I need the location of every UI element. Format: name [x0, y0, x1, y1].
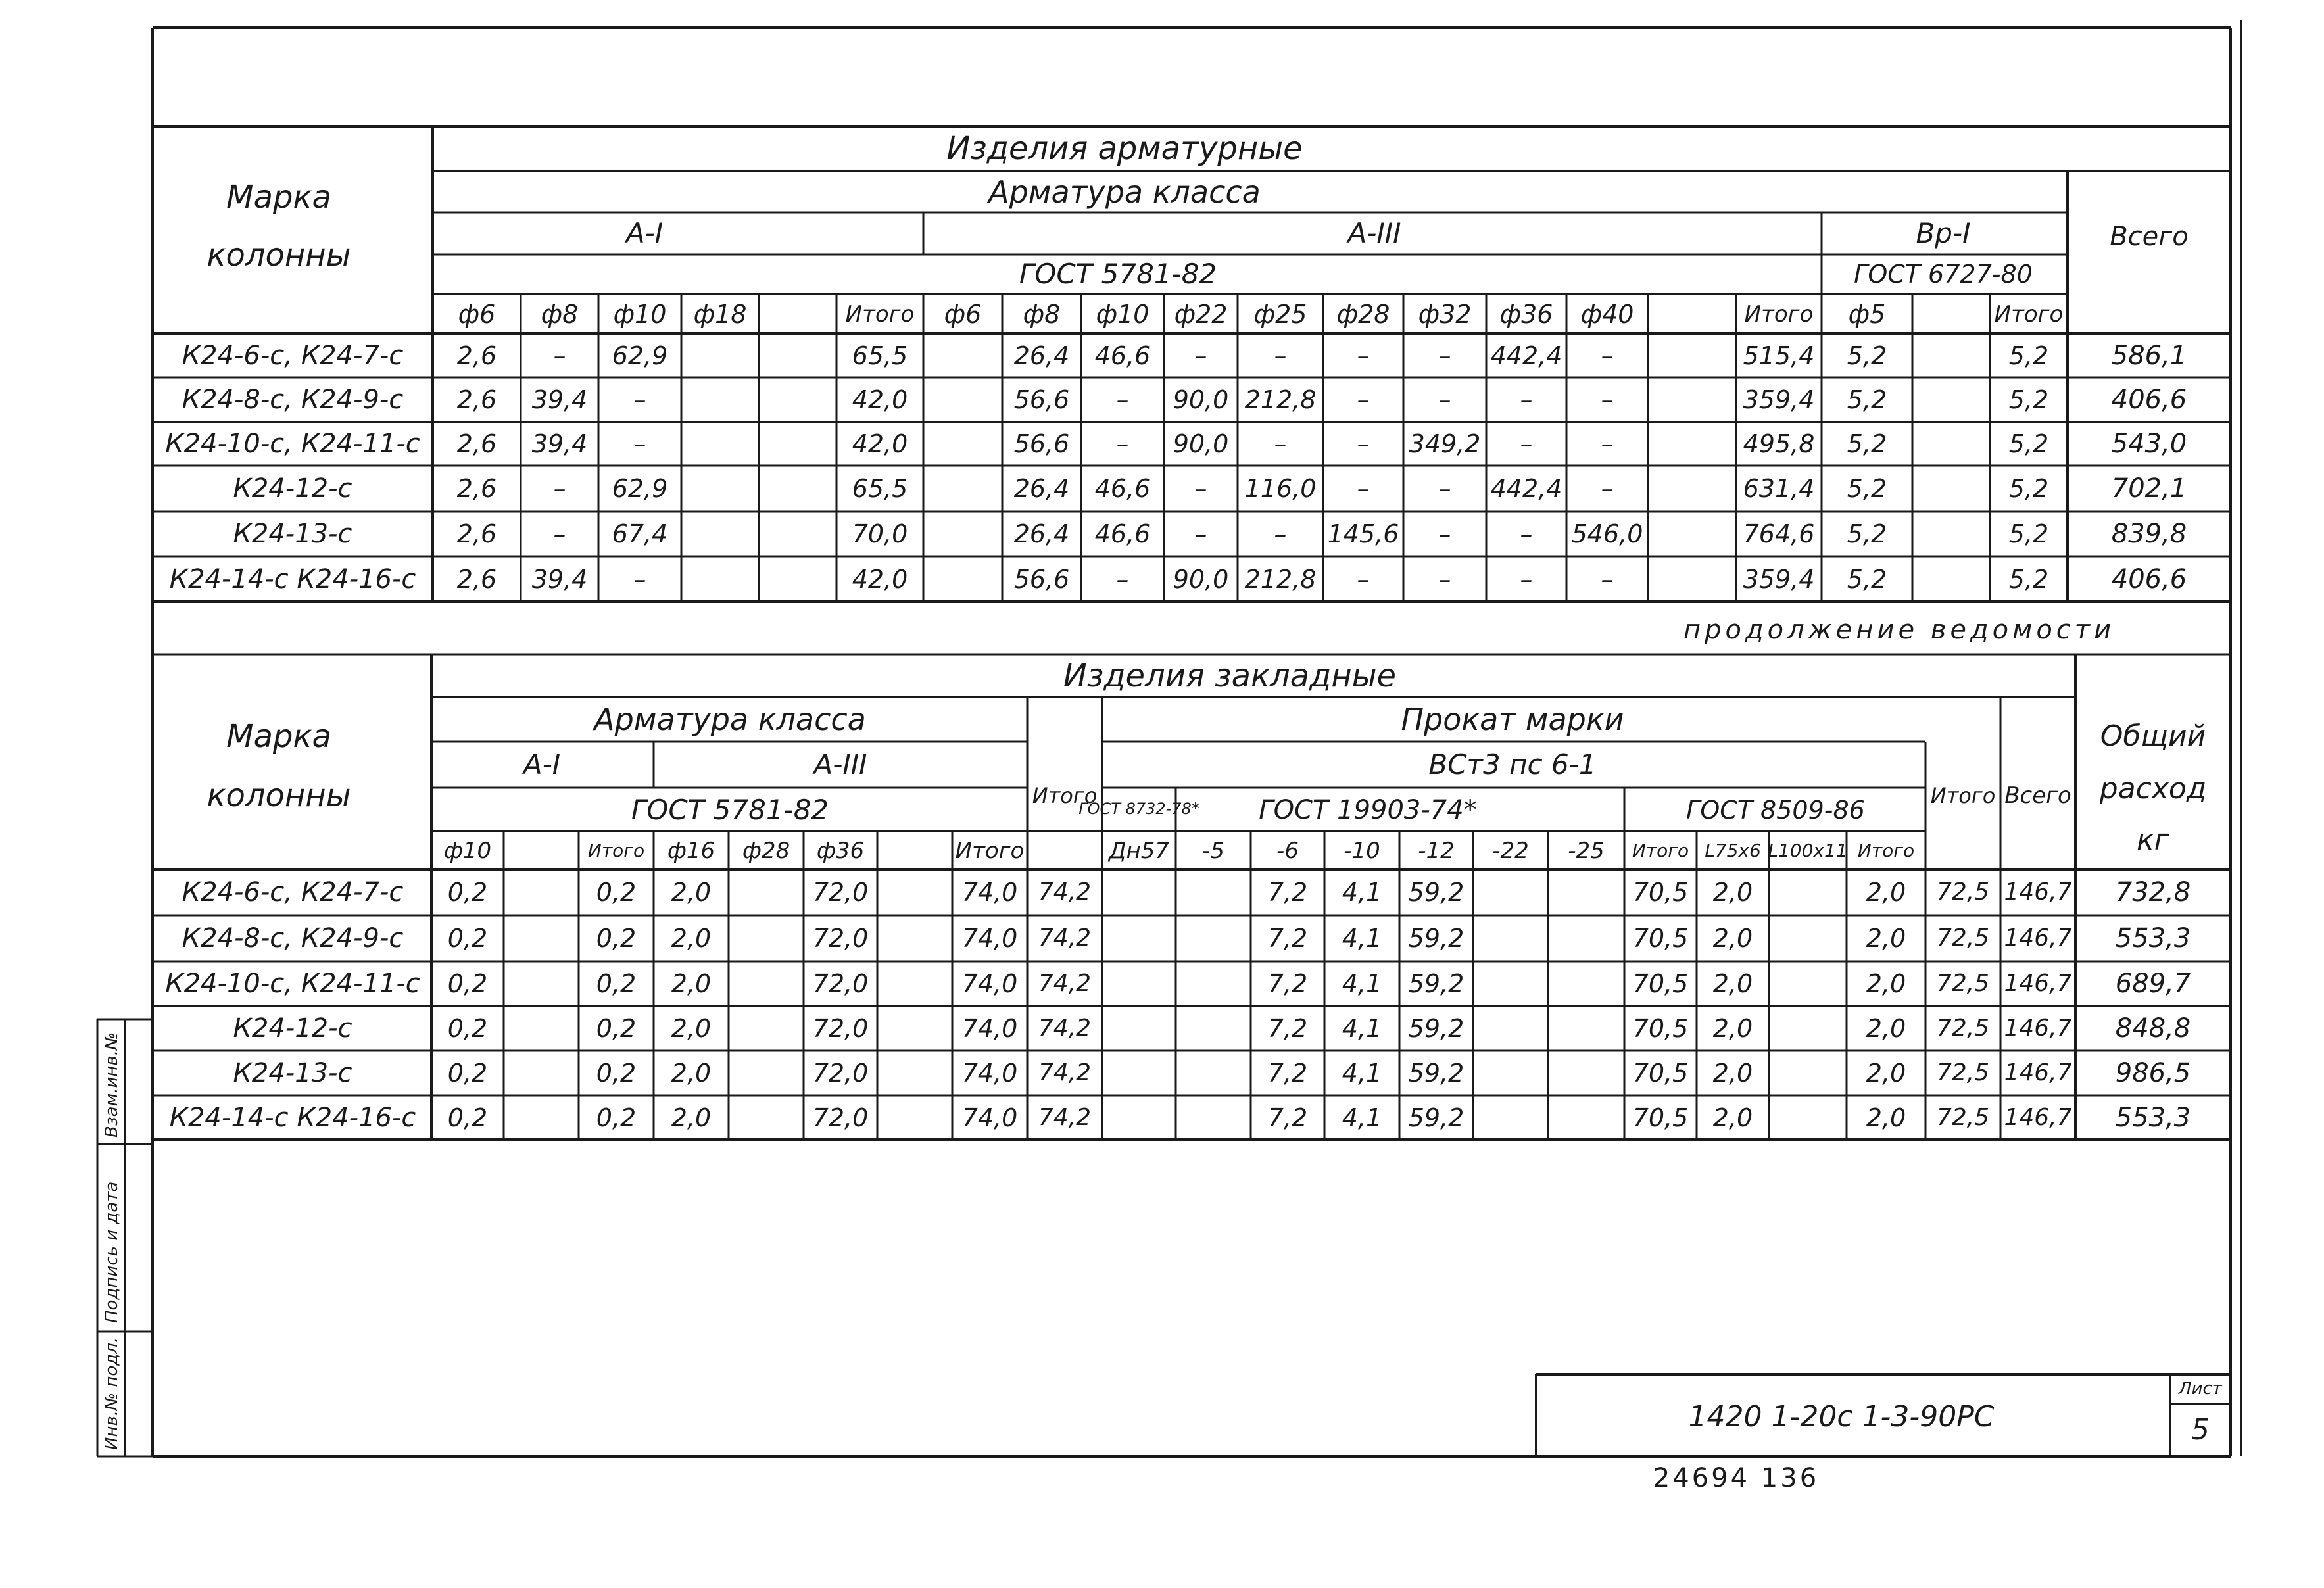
table2-cell: 7,2 [1267, 878, 1308, 907]
table2-overall-header-3: кг [2137, 823, 2169, 857]
table2-col-header: Итого [955, 838, 1025, 864]
table1-cell: 62,9 [612, 341, 668, 370]
table1-cell: – [1116, 429, 1129, 458]
table2-cell: 7,2 [1267, 969, 1308, 998]
table1-cell: – [1438, 474, 1451, 503]
table2-row-vsego: 146,7 [2004, 1015, 2072, 1042]
table2-title: Изделия закладные [1063, 658, 1397, 694]
table1-cell: 5,2 [2008, 474, 2049, 503]
table1-row-mark: К24-12-с [233, 473, 352, 504]
table2-cell: 0,2 [447, 1059, 488, 1088]
table1-cell: 2,6 [456, 474, 497, 503]
table2-cell: 72,0 [812, 924, 869, 953]
table2-cell: 7,2 [1267, 1014, 1308, 1043]
table1-row-total: 702,1 [2111, 473, 2187, 504]
table2-cell: 74,0 [961, 1059, 1018, 1088]
table2-cell: 72,0 [812, 878, 869, 907]
table2-row-itogo2: 72,5 [1936, 925, 1990, 951]
table1-cell: – [1194, 474, 1207, 503]
table2-col-header: Итого [1857, 840, 1915, 861]
table1-cell: – [1601, 429, 1614, 458]
table2-cell: 4,1 [1342, 1059, 1382, 1088]
table1-cell: 65,5 [852, 474, 908, 503]
table2-cell: 70,5 [1632, 1014, 1689, 1043]
table2-col-header: L100х11 [1768, 840, 1848, 861]
table1-cell: 764,6 [1743, 519, 1815, 548]
table1-cell: – [1357, 564, 1370, 594]
table2-mark-header: Марка [226, 718, 331, 755]
table1-mark-header: Марка [226, 179, 331, 216]
table1-cell: 26,4 [1013, 474, 1070, 503]
table1-row-mark: К24-8-с, К24-9-с [182, 385, 404, 415]
table1-title: Изделия арматурные [946, 130, 1303, 167]
table1-cell: – [1274, 341, 1287, 370]
table1-total-header: Всего [2110, 222, 2189, 252]
table1-cell: 5,2 [1847, 429, 1887, 458]
table1-cell: 90,0 [1173, 564, 1229, 594]
table2-cell: 74,0 [961, 969, 1018, 998]
table1-subtitle: Арматура класса [988, 174, 1261, 210]
table1-cell: – [1194, 341, 1207, 370]
table1-cell: 2,6 [456, 385, 497, 414]
table1-cell: 5,2 [1847, 474, 1887, 503]
table1-col-header: Итого [1744, 301, 1814, 327]
table1-cell: 56,6 [1013, 429, 1070, 458]
table2-row-itogo: 74,2 [1038, 925, 1092, 951]
table1-cell: – [1438, 385, 1451, 414]
table2-cell: 2,0 [1866, 924, 1906, 953]
table1-cell: – [1438, 519, 1451, 548]
table1-class-a3: А-III [1347, 217, 1401, 249]
table1-col-header: ф36 [1499, 300, 1553, 329]
table1-cell: 116,0 [1244, 474, 1317, 503]
table2-cell: 59,2 [1408, 1059, 1465, 1088]
table1-cell: – [1520, 564, 1533, 594]
table1-cell: – [1438, 341, 1451, 370]
table2-row-itogo: 74,2 [1038, 1015, 1092, 1042]
table1-cell: 631,4 [1743, 474, 1815, 503]
table2-steel: ВСт3 пс 6-1 [1428, 748, 1597, 781]
table2-cell: 0,2 [447, 1103, 488, 1132]
table2-cell: 0,2 [447, 924, 488, 953]
table1-cell: 26,4 [1013, 341, 1070, 370]
table2-col-header: ф10 [443, 838, 492, 864]
table2-col-header: -25 [1568, 838, 1605, 864]
table1-cell: 2,6 [456, 341, 497, 370]
table1-cell: – [1357, 429, 1370, 458]
table2-row-overall: 553,3 [2115, 1102, 2191, 1133]
table1-cell: 5,2 [1847, 341, 1887, 370]
table1-row-total: 586,1 [2111, 340, 2187, 371]
table2-cell: 2,0 [1866, 969, 1906, 998]
table2-cell: 59,2 [1408, 969, 1465, 998]
table1-row-total: 406,6 [2111, 564, 2187, 594]
table2-col-header: ф36 [816, 838, 865, 864]
table2-col-header: Итого [587, 840, 645, 861]
side-strip-label: Взам.инв.№ [102, 1032, 122, 1138]
table2-cell: 0,2 [596, 969, 637, 998]
table2-col-header: -22 [1492, 838, 1529, 864]
table1-cell: – [1601, 564, 1614, 594]
table1-class-a1: А-I [625, 217, 664, 249]
table1-cell: – [1438, 564, 1451, 594]
table2-cell: 59,2 [1408, 1014, 1465, 1043]
table2-cell: 72,0 [812, 1014, 869, 1043]
side-strip-label: Инв.№ подл. [102, 1337, 122, 1450]
table2-row-overall: 689,7 [2115, 969, 2191, 999]
table1-col-header: ф8 [541, 300, 579, 329]
table1-cell: 46,6 [1094, 341, 1151, 370]
table1-cell: – [633, 564, 646, 594]
table2-cell: 2,0 [1712, 1103, 1753, 1132]
table2-cell: 2,0 [671, 878, 712, 907]
table1-cell: – [1274, 519, 1287, 548]
table2-gost-8509: ГОСТ 8509-86 [1686, 796, 1865, 825]
table2-cell: 0,2 [596, 878, 637, 907]
table2-row-vsego: 146,7 [2004, 1059, 2072, 1086]
table1-cell: 5,2 [1847, 519, 1887, 548]
table2-cell: 70,5 [1632, 969, 1689, 998]
table2-row-itogo2: 72,5 [1936, 1103, 1990, 1131]
table2-col-header: -12 [1418, 838, 1455, 864]
table2-col-header: Итого [1632, 840, 1689, 861]
table2-cell: 4,1 [1342, 924, 1382, 953]
table1-cell: 26,4 [1013, 519, 1070, 548]
table2-cell: 2,0 [1866, 1103, 1906, 1132]
table2-row-mark: К24-10-с, К24-11-с [165, 969, 420, 999]
table1-cell: 62,9 [612, 474, 668, 503]
table1-cell: 546,0 [1571, 519, 1643, 548]
table2-cell: 0,2 [447, 969, 488, 998]
table2-rolled: Прокат марки [1401, 702, 1624, 737]
table1-cell: 42,0 [852, 564, 908, 594]
table2-cell: 0,2 [447, 878, 488, 907]
inventory-number: 24694 136 [1653, 1463, 1820, 1493]
table1-cell: – [1601, 385, 1614, 414]
table1-cell: 212,8 [1244, 564, 1317, 594]
table2-cell: 2,0 [671, 969, 712, 998]
table2-cell: 7,2 [1267, 924, 1308, 953]
table1-cell: – [1520, 385, 1533, 414]
table1-col-header: ф28 [1336, 300, 1390, 329]
table2-cell: 2,0 [1866, 1059, 1906, 1088]
table1-cell: 39,4 [531, 385, 588, 414]
table2-cell: 2,0 [1712, 924, 1753, 953]
table2-vsego-header: Всего [2004, 782, 2071, 809]
table1-cell: 56,6 [1013, 385, 1070, 414]
table1-cell: 212,8 [1244, 385, 1317, 414]
table1-col-header: ф6 [944, 300, 982, 329]
table1-cell: 5,2 [2008, 564, 2049, 594]
table2-cell: 2,0 [671, 1014, 712, 1043]
table1-cell: – [1357, 341, 1370, 370]
table1-cell: 359,4 [1743, 385, 1815, 414]
table1-col-header: ф22 [1174, 300, 1228, 329]
table1-class-vp: Вр-I [1916, 217, 1971, 249]
table2-row-itogo2: 72,5 [1936, 878, 1990, 905]
table1-cell: – [1116, 564, 1129, 594]
table2-row-vsego: 146,7 [2004, 925, 2072, 951]
table2-gost-19903: ГОСТ 19903-74* [1259, 795, 1477, 825]
table2-cell: 70,5 [1632, 1059, 1689, 1088]
table2-mark-header-2: колонны [206, 777, 351, 814]
table2-row-mark: К24-13-с [233, 1058, 352, 1088]
table2-cell: 0,2 [447, 1014, 488, 1043]
table2-cell: 2,0 [671, 1059, 712, 1088]
table2-cell: 72,0 [812, 1059, 869, 1088]
table2-class-a3: А-III [813, 748, 867, 781]
table2-cell: 74,0 [961, 924, 1018, 953]
table2-cell: 2,0 [1712, 878, 1753, 907]
table1-cell: 2,6 [456, 429, 497, 458]
table2-cell: 0,2 [596, 1014, 637, 1043]
table2-row-itogo: 74,2 [1038, 1059, 1092, 1086]
table2-cell: 2,0 [1712, 1059, 1753, 1088]
table2-cell: 0,2 [596, 924, 637, 953]
table2-armature: Арматура класса [594, 702, 866, 737]
side-strip-label: Подпись и дата [102, 1181, 122, 1323]
table1-cell: 39,4 [531, 564, 588, 594]
table2-row-itogo2: 72,5 [1936, 1059, 1990, 1086]
table1-col-header: ф8 [1023, 300, 1061, 329]
table1-cell: 65,5 [852, 341, 908, 370]
table1-row-mark: К24-6-с, К24-7-с [182, 340, 404, 371]
table2-row-itogo: 74,2 [1038, 1103, 1092, 1131]
table2-cell: 74,0 [961, 878, 1018, 907]
table2-row-mark: К24-14-с К24-16-с [169, 1102, 416, 1133]
table1-cell: – [1357, 474, 1370, 503]
table2-row-overall: 732,8 [2115, 877, 2191, 907]
table2-cell: 70,5 [1632, 1103, 1689, 1132]
table1-cell: 5,2 [2008, 519, 2049, 548]
table2-cell: 2,0 [671, 1103, 712, 1132]
table1-col-header: ф6 [458, 300, 496, 329]
table1-cell: – [1357, 385, 1370, 414]
table2-cell: 2,0 [1712, 1014, 1753, 1043]
table1-cell: 5,2 [2008, 429, 2049, 458]
table2-col-header: L75х6 [1705, 840, 1761, 861]
table1-cell: – [1194, 519, 1207, 548]
table1-col-header: ф10 [613, 300, 667, 329]
table1-col-header: ф5 [1848, 300, 1886, 329]
table2-col-header: -6 [1276, 838, 1299, 864]
table2-itogo-header: Итого [1032, 783, 1098, 808]
table2-cell: 2,0 [1866, 1014, 1906, 1043]
table1-cell: 495,8 [1743, 429, 1815, 458]
table1-col-header: ф25 [1253, 300, 1307, 329]
table2-cell: 0,2 [596, 1059, 637, 1088]
table1-cell: – [1601, 474, 1614, 503]
table2-row-overall: 848,8 [2115, 1013, 2191, 1044]
table1-cell: 515,4 [1743, 341, 1815, 370]
table2-cell: 72,0 [812, 1103, 869, 1132]
table1-row-total: 839,8 [2111, 519, 2187, 549]
table1-cell: 39,4 [531, 429, 588, 458]
table1-row-mark: К24-14-с К24-16-с [169, 564, 416, 594]
table2-cell: 4,1 [1342, 1103, 1382, 1132]
table2-row-vsego: 146,7 [2004, 878, 2072, 905]
table2-cell: 2,0 [1866, 878, 1906, 907]
table2-gost-8732: ГОСТ 8732-78* [1078, 800, 1199, 818]
table1-cell: – [553, 519, 566, 548]
table1-cell: 42,0 [852, 429, 908, 458]
table1-gost-a: ГОСТ 5781-82 [1019, 258, 1217, 290]
table2-row-mark: К24-8-с, К24-9-с [182, 923, 404, 953]
table2-row-vsego: 146,7 [2004, 970, 2072, 997]
table2-row-itogo2: 72,5 [1936, 970, 1990, 997]
table1-cell: 442,4 [1490, 474, 1562, 503]
table2-cell: 4,1 [1342, 1014, 1382, 1043]
table1-cell: 42,0 [852, 385, 908, 414]
table1-row-mark: К24-13-с [233, 519, 352, 549]
table2-cell: 74,0 [961, 1014, 1018, 1043]
table1-gost-vp: ГОСТ 6727-80 [1854, 260, 2033, 289]
table2-cell: 70,5 [1632, 878, 1689, 907]
table1-col-header: Итого [845, 301, 915, 327]
table2-row-vsego: 146,7 [2004, 1103, 2072, 1131]
table1-cell: 90,0 [1173, 385, 1229, 414]
table1-cell: 67,4 [612, 519, 668, 548]
table2-col-header: ф28 [742, 838, 790, 864]
table1-col-header: ф32 [1418, 300, 1472, 329]
table1-cell: – [1274, 429, 1287, 458]
table2-cell: 0,2 [596, 1103, 637, 1132]
table2-row-mark: К24-12-с [233, 1013, 352, 1044]
table1-row-mark: К24-10-с, К24-11-с [165, 429, 420, 459]
table2-cell: 7,2 [1267, 1103, 1308, 1132]
table1-cell: – [1601, 341, 1614, 370]
table1-cell: – [633, 385, 646, 414]
table1-cell: 5,2 [1847, 385, 1887, 414]
table1-cell: 5,2 [1847, 564, 1887, 594]
table2-overall-header: Общий [2100, 719, 2206, 753]
table2-cell: 4,1 [1342, 969, 1382, 998]
table1-cell: 46,6 [1094, 474, 1151, 503]
table2-cell: 7,2 [1267, 1059, 1308, 1088]
table1-cell: 145,6 [1327, 519, 1399, 548]
table1-cell: – [1116, 385, 1129, 414]
table2-cell: 59,2 [1408, 924, 1465, 953]
stamp-sheet-number: 5 [2191, 1413, 2210, 1447]
table2-row-itogo2: 72,5 [1936, 1015, 1990, 1042]
table2-row-overall: 986,5 [2115, 1058, 2191, 1088]
stamp-code: 1420 1-20с 1-3-90РС [1688, 1400, 1995, 1433]
table2-cell: 4,1 [1342, 878, 1382, 907]
table2-class-a1: А-I [523, 748, 561, 781]
table2-col-header: Дн57 [1108, 838, 1170, 864]
table2-itogo2-header: Итого [1930, 783, 1996, 808]
table2-cell: 70,5 [1632, 924, 1689, 953]
table1-cell: 2,6 [456, 564, 497, 594]
table1-cell: – [553, 474, 566, 503]
table1-cell: 90,0 [1173, 429, 1229, 458]
table1-cell: 46,6 [1094, 519, 1151, 548]
table2-gost-a: ГОСТ 5781-82 [631, 794, 829, 826]
table2-row-itogo: 74,2 [1038, 970, 1092, 997]
table2-col-header: -5 [1202, 838, 1224, 864]
table2-cell: 2,0 [1712, 969, 1753, 998]
table2-col-header: ф16 [667, 838, 715, 864]
table2-cell: 59,2 [1408, 878, 1465, 907]
table1-cell: 5,2 [2008, 385, 2049, 414]
table2-row-overall: 553,3 [2115, 923, 2191, 953]
table1-cell: – [1520, 429, 1533, 458]
table1-cell: 359,4 [1743, 564, 1815, 594]
table1-cell: – [1520, 519, 1533, 548]
table2-cell: 72,0 [812, 969, 869, 998]
stamp-sheet-label: Лист [2179, 1379, 2222, 1399]
continuation-note: продолжение ведомости [1683, 615, 2116, 645]
table2-cell: 74,0 [961, 1103, 1018, 1132]
table1-col-header: ф40 [1580, 300, 1634, 329]
table1-row-total: 406,6 [2111, 385, 2187, 415]
table2-col-header: -10 [1344, 838, 1380, 864]
table2-cell: 59,2 [1408, 1103, 1465, 1132]
table1-col-header: Итого [1994, 301, 2064, 327]
table1-row-total: 543,0 [2111, 429, 2187, 459]
table1-cell: 2,6 [456, 519, 497, 548]
table2-overall-header-2: расход [2099, 772, 2207, 806]
table1-cell: 56,6 [1013, 564, 1070, 594]
table1-cell: 442,4 [1490, 341, 1562, 370]
table1-mark-header-2: колонны [206, 237, 351, 274]
table1-cell: 5,2 [2008, 341, 2049, 370]
table1-col-header: ф10 [1096, 300, 1150, 329]
table1-cell: – [633, 429, 646, 458]
table2-cell: 2,0 [671, 924, 712, 953]
table1-col-header: ф18 [693, 300, 747, 329]
table2-row-itogo: 74,2 [1038, 878, 1092, 905]
table1-cell: – [553, 341, 566, 370]
table1-cell: 70,0 [852, 519, 908, 548]
table1-cell: 349,2 [1409, 429, 1481, 458]
table2-row-mark: К24-6-с, К24-7-с [182, 877, 404, 907]
